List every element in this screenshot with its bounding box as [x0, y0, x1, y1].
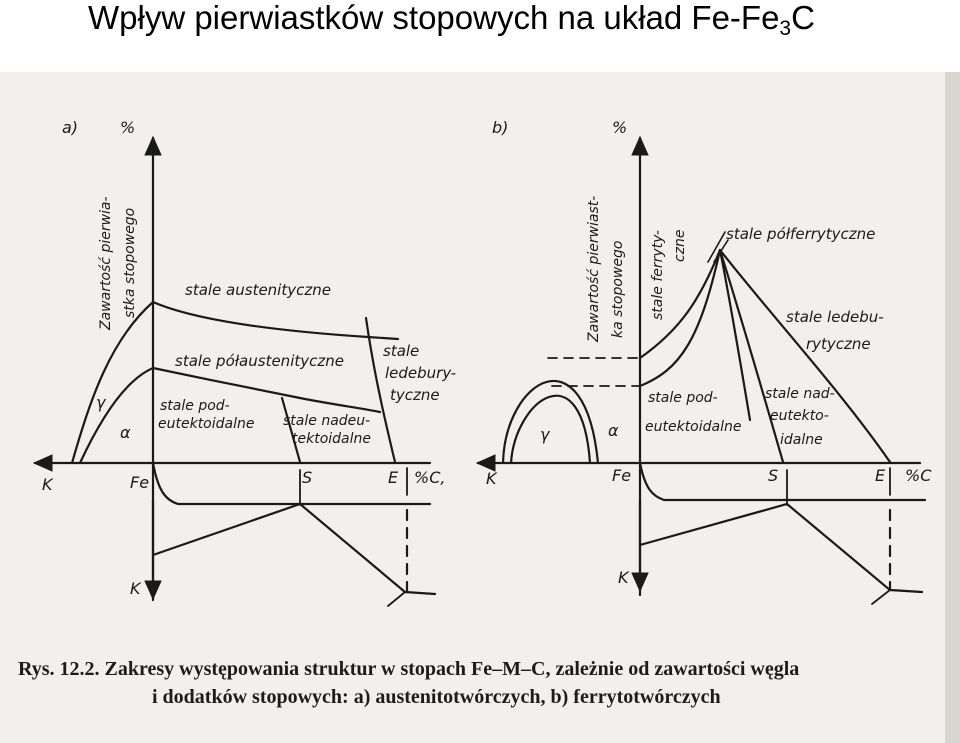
panel-a-y-label-1: Zawartość pierwia-	[98, 196, 114, 330]
panel-b-y-unit: %	[612, 118, 628, 137]
panel-b-y-label-1: Zawartość pierwiast-	[586, 195, 602, 342]
panel-a-lower-curve-2	[153, 504, 435, 594]
panel-a-y-label-2: stka stopowego	[122, 207, 138, 318]
panel-a-gamma-inner-curve	[80, 368, 153, 463]
panel-b-fe-label: Fe	[612, 466, 632, 485]
panel-a-fe-label: Fe	[130, 473, 150, 492]
panel-b-pctc-label: %C	[905, 466, 932, 485]
panel-b-gamma-inner-loop	[511, 396, 590, 463]
panel-a-alpha-label: α	[120, 423, 131, 442]
panel-a-half-austenitic-label: stale półaustenityczne	[175, 352, 344, 370]
panel-b-hyper-label-2: eutekto-	[770, 408, 829, 424]
panel-a-pctc-label: %C,	[414, 468, 446, 487]
panel-b-gamma-label: γ	[540, 425, 550, 444]
panel-b-ferritic-label-2: czne	[672, 229, 688, 262]
caption-line-2: i dodatków stopowych: a) austenitotwórczych, b) ferrytotwórczych	[152, 686, 721, 708]
panel-b-y-label-2: ka stopowego	[610, 240, 626, 338]
panel-b-peak-to-e	[720, 250, 890, 462]
panel-b-alpha-label: α	[608, 421, 619, 440]
panel-a-e-label: E	[388, 468, 399, 487]
panel-b-s-label: S	[768, 466, 779, 485]
panel-b-hyper-label-3: idalne	[780, 432, 823, 448]
panel-a-k-left-label: K	[42, 475, 53, 494]
panel-a-gamma-label: γ	[96, 393, 106, 412]
panel-a-austenitic-label: stale austenityczne	[185, 281, 331, 299]
panel-b-tag: b)	[492, 118, 509, 137]
panel-a-hyper-label-2: tektoidalne	[292, 431, 371, 447]
title-tail: C	[791, 0, 815, 36]
panel-b-bottom-tail	[872, 590, 890, 604]
panel-b-lower-curve-2	[640, 504, 922, 592]
panel-a-y-unit: %	[120, 118, 136, 137]
panel-b-k-left-label: K	[486, 469, 497, 488]
panel-a-k-bottom-label: K	[130, 579, 141, 598]
panel-a-s-line	[282, 398, 300, 462]
panel-a-bottom-tail	[388, 592, 405, 606]
panel-a-hypo-label-2: eutektoidalne	[158, 416, 255, 432]
panel-a-hyper-label-1: stale nadeu-	[283, 413, 371, 429]
panel-a	[35, 138, 435, 606]
panel-a-labels	[42, 118, 456, 598]
panel-b-e-label: E	[875, 466, 886, 485]
panel-b-labels	[486, 118, 932, 587]
panel-a-ledeburitic-label-2: ledebury-	[385, 364, 457, 382]
figure-caption	[18, 655, 799, 711]
panel-b-hyper-label-1: stale nad-	[765, 386, 835, 402]
panel-b	[478, 138, 925, 604]
panel-a-ledeburitic-label-3: tyczne	[390, 386, 440, 404]
panel-b-ferritic-label-1: stale ferryty-	[650, 230, 666, 320]
panel-b-hypo-label-1: stale pod-	[648, 390, 718, 406]
caption-line-1: Rys. 12.2. Zakresy występowania struktur w stopach Fe–M–C, zależnie od zawartości węgla	[18, 658, 800, 680]
panel-b-hypo-label-2: eutektoidalne	[645, 419, 742, 435]
panel-b-ledeburitic-label-2: rytyczne	[806, 335, 871, 353]
panel-b-k-bottom-label: K	[618, 568, 629, 587]
panel-a-ledeburitic-label-1: stale	[383, 342, 420, 360]
title-main: Wpływ pierwiastków stopowych na układ Fe-Fe	[88, 0, 780, 36]
panel-b-halfferritic-label: stale półferrytyczne	[726, 225, 876, 243]
panel-a-austenitic-boundary	[153, 302, 398, 339]
panel-a-tag: a)	[62, 118, 79, 137]
title-subscript: 3	[779, 17, 792, 40]
panel-a-s-label: S	[302, 468, 313, 487]
panel-a-hypo-label-1: stale pod-	[160, 398, 230, 414]
panel-b-ledeburitic-label-1: stale ledebu-	[786, 308, 884, 326]
